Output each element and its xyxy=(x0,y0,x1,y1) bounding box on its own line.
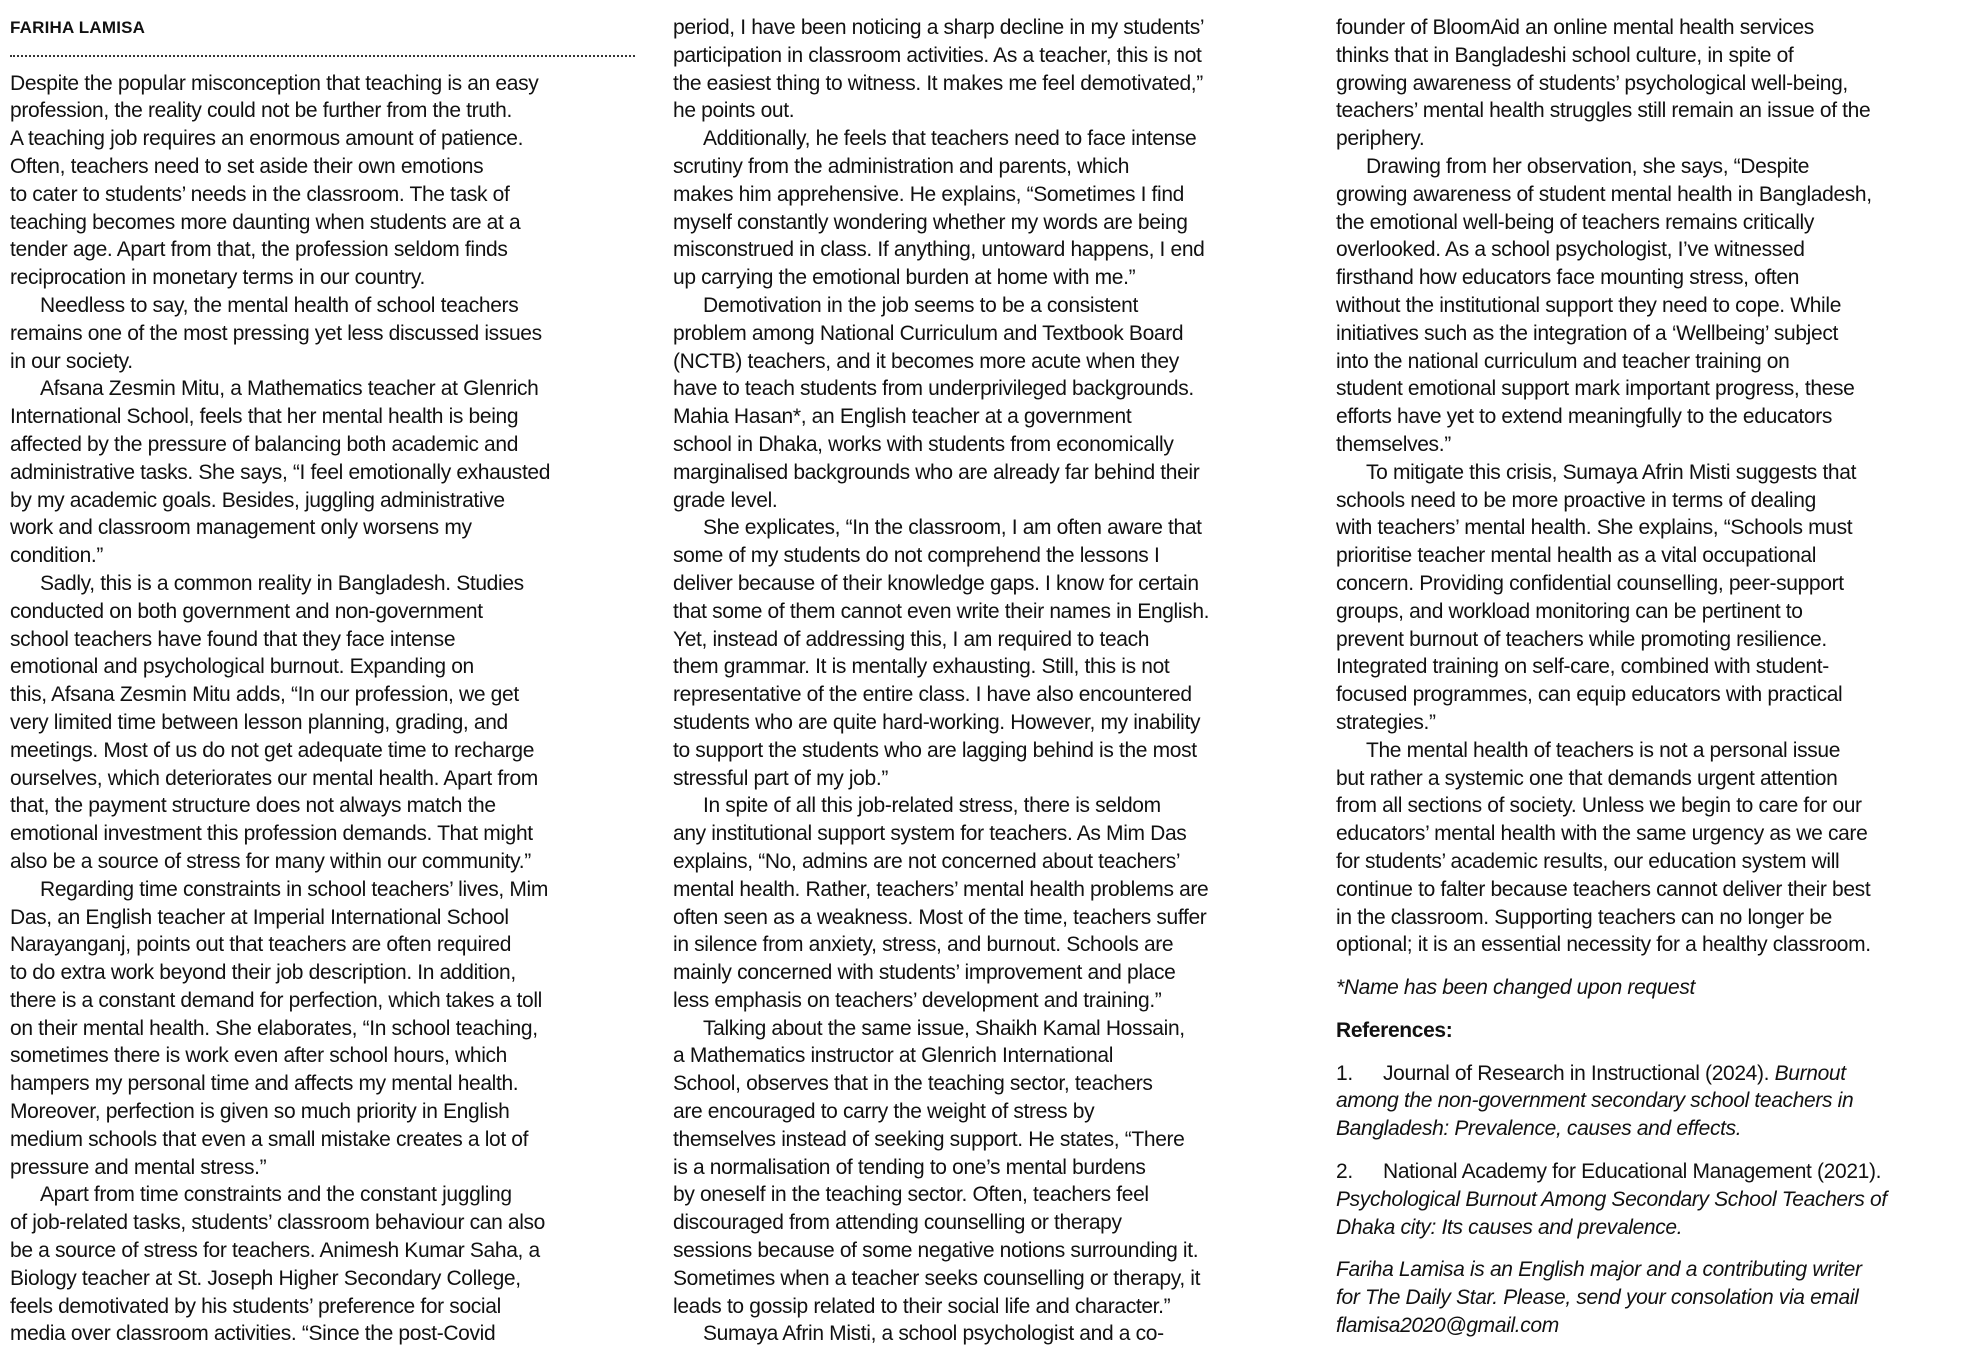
text-line: that some of them cannot even write their names in English. xyxy=(673,599,1210,623)
text-line: of job-related tasks, students’ classroom behaviour can also xyxy=(10,1211,546,1235)
paragraph xyxy=(10,375,635,570)
text-line: In spite of all this job-related stress, there is seldom xyxy=(703,794,1161,818)
text-line: growing awareness of student mental health in Bangladesh, xyxy=(1336,182,1872,206)
text-line: Demotivation in the job seems to be a consistent xyxy=(703,293,1138,317)
text-line: for students’ academic results, our education system will xyxy=(1336,849,1840,873)
text-line: media over classroom activities. “Since the post-Covid xyxy=(10,1322,496,1346)
text-line: often seen as a weakness. Most of the time, teachers suffer xyxy=(673,905,1207,929)
text-line: to do extra work beyond their job description. In addition, xyxy=(10,961,516,985)
text-line: sometimes there is work even after school hours, which xyxy=(10,1044,507,1068)
article-column-2 xyxy=(673,14,1301,1348)
text-line: Das, an English teacher at Imperial International School xyxy=(10,905,509,929)
text-line: (NCTB) teachers, and it becomes more acute when they xyxy=(673,349,1179,373)
paragraph xyxy=(1336,153,1964,459)
text-line: period, I have been noticing a sharp decline in my students’ xyxy=(673,16,1205,39)
paragraph xyxy=(10,70,635,292)
text-line: sessions because of some negative notions surrounding it. xyxy=(673,1239,1199,1263)
reference-line xyxy=(1336,1060,1964,1088)
reference-title-line: Dhaka city: Its causes and prevalence. xyxy=(1336,1215,1683,1239)
text-line: Apart from time constraints and the constant juggling xyxy=(40,1183,512,1207)
text-line: representative of the entire class. I have also encountered xyxy=(673,683,1192,707)
text-line: with teachers’ mental health. She explains, “Schools must xyxy=(1336,516,1853,540)
text-line: conducted on both government and non-government xyxy=(10,599,483,623)
article-column-3 xyxy=(1336,14,1964,1340)
text-line: marginalised backgrounds who are already far behind their xyxy=(673,460,1200,484)
text-line: Sadly, this is a common reality in Bangladesh. Studies xyxy=(40,571,524,595)
paragraph xyxy=(1336,737,1964,959)
text-line: is a normalisation of tending to one’s mental burdens xyxy=(673,1155,1146,1179)
text-line: continue to falter because teachers cannot deliver their best xyxy=(1336,877,1871,901)
text-line: feels demotivated by his students’ preference for social xyxy=(10,1294,501,1318)
text-line: optional; it is an essential necessity for a healthy classroom. xyxy=(1336,933,1871,957)
text-line: She explicates, “In the classroom, I am often aware that xyxy=(703,516,1202,540)
text-line: pressure and mental stress.” xyxy=(10,1155,267,1179)
reference-number: 2. xyxy=(1336,1160,1353,1184)
text-line: periphery. xyxy=(1336,127,1425,151)
text-line: Talking about the same issue, Shaikh Kamal Hossain, xyxy=(703,1016,1185,1040)
text-line: on their mental health. She elaborates, “In school teaching, xyxy=(10,1016,538,1040)
text-line: Needless to say, the mental health of school teachers xyxy=(40,293,519,317)
reference-item xyxy=(1336,1158,1964,1241)
footnote: *Name has been changed upon request xyxy=(1336,976,1696,1000)
paragraph xyxy=(1336,14,1964,153)
text-line: tender age. Apart from that, the profession seldom finds xyxy=(10,238,508,262)
paragraph xyxy=(673,125,1301,292)
reference-number: 1. xyxy=(1336,1061,1353,1085)
text-line: without the institutional support they need to cope. While xyxy=(1336,293,1842,317)
text-line: by my academic goals. Besides, juggling administrative xyxy=(10,488,505,512)
text-line: problem among National Curriculum and Textbook Board xyxy=(673,321,1184,345)
text-line: ourselves, which deteriorates our mental health. Apart from xyxy=(10,766,538,790)
references-heading: References: xyxy=(1336,1018,1453,1042)
text-line: initiatives such as the integration of a ‘Wellbeing’ subject xyxy=(1336,321,1838,345)
text-line: the emotional well-being of teachers remains critically xyxy=(1336,210,1814,234)
text-line: very limited time between lesson planning, grading, and xyxy=(10,710,508,734)
text-line: that, the payment structure does not always match the xyxy=(10,794,496,818)
text-line: deliver because of their knowledge gaps. I know for certain xyxy=(673,571,1199,595)
text-line: less emphasis on teachers’ development and training.” xyxy=(673,988,1162,1012)
text-line: A teaching job requires an enormous amount of patience. xyxy=(10,127,524,151)
text-line: participation in classroom activities. As a teacher, this is not xyxy=(673,43,1202,67)
text-line: grade level. xyxy=(673,488,778,512)
text-line: condition.” xyxy=(10,544,104,568)
text-line: hampers my personal time and affects my mental health. xyxy=(10,1072,519,1096)
text-line: school in Dhaka, works with students from economically xyxy=(673,432,1174,456)
text-line: efforts have yet to extend meaningfully to the educators xyxy=(1336,405,1832,429)
bio-line: flamisa2020@gmail.com xyxy=(1336,1314,1559,1338)
text-line: mainly concerned with students’ improvement and place xyxy=(673,961,1176,985)
text-line: to support the students who are lagging behind is the most xyxy=(673,738,1197,762)
text-line: Drawing from her observation, she says, “Despite xyxy=(1366,154,1810,178)
text-line: Narayanganj, points out that teachers are often required xyxy=(10,933,512,957)
reference-source: Journal of Research in Instructional (2024). xyxy=(1383,1061,1775,1085)
text-line: School, observes that in the teaching sector, teachers xyxy=(673,1072,1153,1096)
text-line: discouraged from attending counselling or therapy xyxy=(673,1211,1122,1235)
text-line: prevent burnout of teachers while promoting resilience. xyxy=(1336,627,1827,651)
reference-title-line: Psychological Burnout Among Secondary School Teachers of xyxy=(1336,1187,1887,1211)
bio-line: Fariha Lamisa is an English major and a contributing writer xyxy=(1336,1258,1862,1282)
text-line: Sometimes when a teacher seeks counselling or therapy, it xyxy=(673,1266,1201,1290)
text-line: To mitigate this crisis, Sumaya Afrin Misti suggests that xyxy=(1366,460,1857,484)
text-line: firsthand how educators face mounting stress, often xyxy=(1336,266,1800,290)
text-line: Afsana Zesmin Mitu, a Mathematics teacher at Glenrich xyxy=(40,377,539,401)
paragraph xyxy=(673,1015,1301,1321)
text-line: scrutiny from the administration and parents, which xyxy=(673,154,1130,178)
text-line: a Mathematics instructor at Glenrich International xyxy=(673,1044,1114,1068)
paragraph xyxy=(673,1320,1301,1348)
paragraph xyxy=(673,14,1301,125)
text-line: some of my students do not comprehend the lessons I xyxy=(673,544,1160,568)
text-line: Yet, instead of addressing this, I am required to teach xyxy=(673,627,1150,651)
text-line: them grammar. It is mentally exhausting. Still, this is not xyxy=(673,655,1170,679)
text-line: themselves instead of seeking support. He states, “There xyxy=(673,1127,1185,1151)
author-byline: FARIHA LAMISA xyxy=(10,18,146,37)
text-line: Moreover, perfection is given so much priority in English xyxy=(10,1100,510,1124)
text-line: educators’ mental health with the same urgency as we care xyxy=(1336,822,1868,846)
text-line: stressful part of my job.” xyxy=(673,766,888,790)
text-line: Mahia Hasan*, an English teacher at a government xyxy=(673,405,1132,429)
text-line: he points out. xyxy=(673,99,795,123)
text-line: Sumaya Afrin Misti, a school psychologist and a co- xyxy=(703,1322,1164,1346)
text-line: reciprocation in monetary terms in our country. xyxy=(10,266,426,290)
text-line: but rather a systemic one that demands urgent attention xyxy=(1336,766,1838,790)
text-line: Biology teacher at St. Joseph Higher Secondary College, xyxy=(10,1266,521,1290)
text-line: this, Afsana Zesmin Mitu adds, “In our profession, we get xyxy=(10,683,519,707)
paragraph xyxy=(673,292,1301,514)
paragraph xyxy=(10,292,635,375)
text-line: leads to gossip related to their social life and character.” xyxy=(673,1294,1171,1318)
text-line: Additionally, he feels that teachers need to face intense xyxy=(703,127,1197,151)
text-line: be a source of stress for teachers. Animesh Kumar Saha, a xyxy=(10,1239,540,1263)
text-line: Despite the popular misconception that teaching is an easy xyxy=(10,71,539,95)
reference-source: National Academy for Educational Management (2021). xyxy=(1383,1160,1882,1184)
text-line: The mental health of teachers is not a personal issue xyxy=(1366,738,1841,762)
text-line: explains, “No, admins are not concerned about teachers’ xyxy=(673,849,1181,873)
text-line: the easiest thing to witness. It makes me feel demotivated,” xyxy=(673,71,1203,95)
text-line: teaching becomes more daunting when students are at a xyxy=(10,210,521,234)
author-bio xyxy=(1336,1256,1964,1339)
text-line: students who are quite hard-working. However, my inability xyxy=(673,710,1201,734)
text-line: in our society. xyxy=(10,349,133,373)
paragraph xyxy=(673,514,1301,792)
text-line: overlooked. As a school psychologist, I’ve witnessed xyxy=(1336,238,1805,262)
text-line: concern. Providing confidential counselling, peer-support xyxy=(1336,571,1844,595)
text-line: International School, feels that her mental health is being xyxy=(10,405,519,429)
bio-line: for The Daily Star. Please, send your consolation via email xyxy=(1336,1286,1859,1310)
text-line: themselves.” xyxy=(1336,432,1451,456)
paragraph xyxy=(10,876,635,1182)
text-line: strategies.” xyxy=(1336,710,1436,734)
paragraph xyxy=(10,1181,635,1348)
text-line: thinks that in Bangladeshi school culture, in spite of xyxy=(1336,43,1794,67)
text-line: school teachers have found that they face intense xyxy=(10,627,456,651)
text-line: student emotional support mark important progress, these xyxy=(1336,377,1855,401)
reference-line xyxy=(1336,1158,1964,1186)
text-line: growing awareness of students’ psychological well-being, xyxy=(1336,71,1848,95)
text-line: up carrying the emotional burden at home with me.” xyxy=(673,266,1136,290)
text-line: remains one of the most pressing yet less discussed issues xyxy=(10,321,542,345)
text-line: founder of BloomAid an online mental health services xyxy=(1336,16,1814,39)
article-column-1 xyxy=(10,14,635,1348)
text-line: from all sections of society. Unless we begin to care for our xyxy=(1336,794,1862,818)
text-line: any institutional support system for teachers. As Mim Das xyxy=(673,822,1187,846)
text-line: there is a constant demand for perfection, which takes a toll xyxy=(10,988,542,1012)
text-line: work and classroom management only worsens my xyxy=(10,516,472,540)
reference-item xyxy=(1336,1060,1964,1143)
text-line: Often, teachers need to set aside their own emotions xyxy=(10,154,484,178)
paragraph xyxy=(1336,459,1964,737)
text-line: profession, the reality could not be further from the truth. xyxy=(10,99,512,123)
text-line: administrative tasks. She says, “I feel emotionally exhausted xyxy=(10,460,551,484)
text-line: teachers’ mental health struggles still remain an issue of the xyxy=(1336,99,1871,123)
text-line: have to teach students from underprivileged backgrounds. xyxy=(673,377,1194,401)
text-line: groups, and workload monitoring can be pertinent to xyxy=(1336,599,1803,623)
text-line: by oneself in the teaching sector. Often, teachers feel xyxy=(673,1183,1149,1207)
text-line: myself constantly wondering whether my words are being xyxy=(673,210,1188,234)
reference-title: Burnout xyxy=(1774,1061,1846,1085)
text-line: misconstrued in class. If anything, untoward happens, I end xyxy=(673,238,1205,262)
text-line: schools need to be more proactive in terms of dealing xyxy=(1336,488,1816,512)
text-line: in silence from anxiety, stress, and burnout. Schools are xyxy=(673,933,1174,957)
text-line: affected by the pressure of balancing both academic and xyxy=(10,432,519,456)
text-line: into the national curriculum and teacher training on xyxy=(1336,349,1790,373)
paragraph xyxy=(673,792,1301,1014)
text-line: Integrated training on self-care, combined with student- xyxy=(1336,655,1829,679)
reference-title-line: Bangladesh: Prevalence, causes and effects. xyxy=(1336,1117,1742,1141)
text-line: prioritise teacher mental health as a vital occupational xyxy=(1336,544,1817,568)
reference-title-line: among the non-government secondary school teachers in xyxy=(1336,1089,1854,1113)
dotted-divider xyxy=(10,42,635,70)
text-line: Regarding time constraints in school teachers’ lives, Mim xyxy=(40,877,548,901)
text-line: makes him apprehensive. He explains, “Sometimes I find xyxy=(673,182,1185,206)
text-line: also be a source of stress for many within our community.” xyxy=(10,849,531,873)
text-line: emotional investment this profession demands. That might xyxy=(10,822,533,846)
text-line: emotional and psychological burnout. Expanding on xyxy=(10,655,474,679)
text-line: are encouraged to carry the weight of stress by xyxy=(673,1100,1095,1124)
text-line: in the classroom. Supporting teachers can no longer be xyxy=(1336,905,1832,929)
text-line: focused programmes, can equip educators with practical xyxy=(1336,683,1843,707)
text-line: meetings. Most of us do not get adequate time to recharge xyxy=(10,738,535,762)
paragraph xyxy=(10,570,635,876)
text-line: to cater to students’ needs in the classroom. The task of xyxy=(10,182,510,206)
text-line: mental health. Rather, teachers’ mental health problems are xyxy=(673,877,1209,901)
text-line: medium schools that even a small mistake creates a lot of xyxy=(10,1127,529,1151)
